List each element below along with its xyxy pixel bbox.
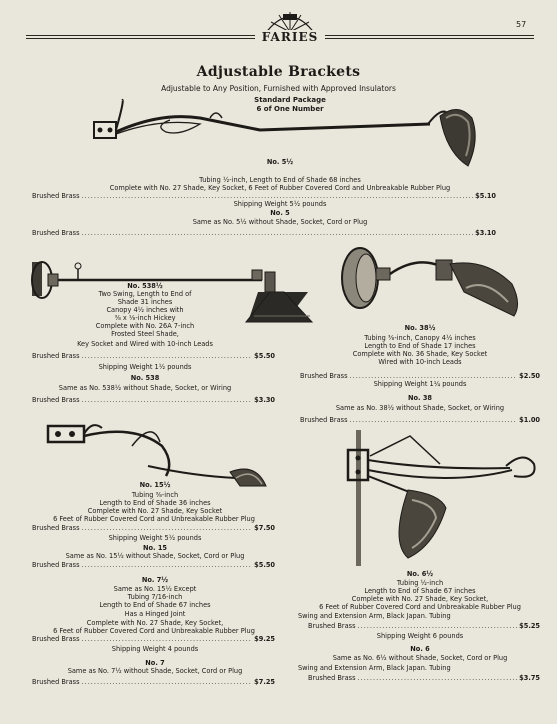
item-5-price-row [32, 229, 496, 237]
item-15-price-row [32, 561, 275, 569]
item-6-price-row [308, 674, 540, 682]
item-15-finish: Brushed Brass [32, 561, 80, 569]
item-7-5-number: No. 7½ [141, 576, 169, 584]
item-38-5-shipping: Shipping Weight 1¼ pounds [373, 380, 467, 388]
item-5-price: $3.10 [475, 229, 496, 237]
item-15-5-shipping: Shipping Weight 5½ pounds [108, 534, 202, 542]
item-38-number: No. 38 [407, 394, 433, 402]
item-5-number: No. 5 [270, 209, 290, 217]
item-7-5-price: $9.25 [254, 635, 275, 643]
item-538-5-line-6: Frosted Steel Shade, [111, 330, 179, 338]
item-6-5-price-row [308, 622, 540, 630]
item-7-price-row [32, 678, 275, 686]
item-38-price: $1.00 [519, 416, 540, 424]
item-38-5-price: $2.50 [519, 372, 540, 380]
item-7-5-line-2: Tubing 7/16-inch [127, 593, 183, 601]
header-rule-right-2 [322, 38, 534, 39]
item-6-price: $3.75 [519, 674, 540, 682]
item-38-5-price-row [300, 372, 540, 380]
item-5-5-price-row [32, 192, 496, 200]
item-538-5-line-5: Complete with No. 26A 7-inch [95, 322, 195, 330]
bracket-38-5-illustration [336, 244, 526, 324]
item-15-5-number: No. 15½ [139, 481, 171, 489]
item-7-5-finish: Brushed Brass [32, 635, 80, 643]
package-line-1: Standard Package [254, 96, 326, 104]
page-title: Adjustable Brackets [196, 64, 361, 80]
item-15-number: No. 15 [142, 544, 168, 552]
item-15-5-price: $7.50 [254, 524, 275, 532]
item-538-price: $3.30 [254, 396, 275, 404]
item-15-desc: Same as No. 15½ without Shade, Socket, Cord or Plug [65, 552, 245, 560]
item-38-5-line-2: Length to End of Shade 17 inches [364, 342, 476, 350]
item-7-5-line-1: Same as No. 15½ Except [113, 585, 197, 593]
item-538-5-number: No. 538½ [127, 282, 163, 290]
item-538-5-line-7: Key Socket and Wired with 10-inch Leads [77, 340, 213, 348]
item-5-5-finish: Brushed Brass [32, 192, 80, 200]
item-538-5-price-row [32, 352, 275, 360]
header-rule-left [26, 35, 258, 36]
item-15-5-price-row [32, 524, 275, 532]
item-538-5-line-1: Two Swing, Length to End of [98, 290, 192, 298]
item-38-finish: Brushed Brass [300, 416, 348, 424]
item-538-5-line-3: Canopy 4½ inches with [106, 306, 184, 314]
item-6-5-finish: Brushed Brass [308, 622, 356, 630]
item-5-desc: Same as No. 5½ without Shade, Socket, Cord or Plug [192, 218, 368, 226]
item-7-5-price-row [32, 635, 275, 643]
item-38-5-line-1: Tubing ⅜-inch, Canopy 4½ inches [364, 334, 476, 342]
item-15-5-finish: Brushed Brass [32, 524, 80, 532]
bracket-6-5-illustration [300, 430, 550, 566]
item-5-finish: Brushed Brass [32, 229, 80, 237]
item-7-5-line-4: Has a Hinged Joint [124, 610, 186, 618]
logo-text: FARIES [255, 30, 325, 44]
item-7-number: No. 7 [145, 659, 165, 667]
item-6-5-line-4: 6 Feet of Rubber Covered Cord and Unbreakable Rubber Plug [319, 603, 521, 611]
item-7-price: $7.25 [254, 678, 275, 686]
item-6-5-price: $5.25 [519, 622, 540, 630]
item-5-5-price: $5.10 [475, 192, 496, 200]
item-6-5-finish-line-1: Swing and Extension Arm, Black Japan. Tubing [298, 612, 451, 620]
item-38-5-number: No. 38½ [404, 324, 436, 332]
item-7-5-line-5: Complete with No. 27 Shade, Key Socket, [86, 619, 224, 627]
item-538-price-row [32, 396, 275, 404]
package-line-2: 6 of One Number [256, 105, 324, 113]
item-5-5-shipping: Shipping Weight 5½ pounds [233, 200, 327, 208]
item-538-desc: Same as No. 538½ without Shade, Socket, or Wiring [58, 384, 232, 392]
item-6-5-line-2: Length to End of Shade 67 inches [364, 587, 476, 595]
item-38-desc: Same as No. 38½ without Shade, Socket, or Wiring [335, 404, 505, 412]
item-538-5-line-4: ⅜ x ⅛-inch Hickey [114, 314, 176, 322]
item-7-5-shipping: Shipping Weight 4 pounds [111, 645, 199, 653]
item-6-finish: Brushed Brass [308, 674, 356, 682]
item-38-price-row [300, 416, 540, 424]
page-subtitle: Adjustable to Any Position, Furnished with Approved Insulators [161, 84, 396, 93]
item-15-price: $5.50 [254, 561, 275, 569]
item-538-5-line-2: Shade 31 inches [117, 298, 173, 306]
item-7-desc: Same as No. 7½ without Shade, Socket, Cord or Plug [67, 667, 243, 675]
item-538-5-finish: Brushed Brass [32, 352, 80, 360]
item-538-finish: Brushed Brass [32, 396, 80, 404]
item-6-finish-line-1: Swing and Extension Arm, Black Japan. Tubing [298, 664, 451, 672]
header-rule-right [322, 35, 534, 36]
item-5-5-number: No. 5½ [266, 158, 294, 166]
item-5-5-line-1: Tubing ½-inch, Length to End of Shade 68 inches [199, 176, 361, 184]
brand-logo [255, 6, 325, 44]
item-7-5-line-3: Length to End of Shade 67 inches [99, 601, 211, 609]
item-7-5-line-6: 6 Feet of Rubber Covered Cord and Unbreakable Rubber Plug [53, 627, 255, 635]
header-rule-left-2 [26, 38, 258, 39]
item-15-5-line-2: Length to End of Shade 36 inches [99, 499, 211, 507]
item-6-5-line-3: Complete with No. 27 Shade, Key Socket, [351, 595, 489, 603]
item-38-5-line-4: Wired with 10-inch Leads [378, 358, 462, 366]
item-6-5-line-1: Tubing ½-inch [396, 579, 444, 587]
item-538-5-shipping: Shipping Weight 1½ pounds [98, 363, 192, 371]
item-6-5-shipping: Shipping Weight 6 pounds [376, 632, 464, 640]
item-538-number: No. 538 [130, 374, 160, 382]
page-number: 57 [516, 20, 527, 29]
item-38-5-line-3: Complete with No. 36 Shade, Key Socket [352, 350, 488, 358]
item-15-5-line-3: Complete with No. 27 Shade, Key Socket [87, 507, 223, 515]
item-6-5-number: No. 6½ [406, 570, 434, 578]
item-538-5-price: $5.50 [254, 352, 275, 360]
item-5-5-line-2: Complete with No. 27 Shade, Key Socket, 6 Feet of Rubber Covered Cord and Unbreakable Rubber Plug [109, 184, 451, 192]
item-6-desc: Same as No. 6½ without Shade, Socket, Cord or Plug [332, 654, 508, 662]
item-6-number: No. 6 [410, 645, 430, 653]
item-38-5-finish: Brushed Brass [300, 372, 348, 380]
item-7-finish: Brushed Brass [32, 678, 80, 686]
item-15-5-line-1: Tubing ⅜-inch [131, 491, 179, 499]
item-15-5-line-4: 6 Feet of Rubber Covered Cord and Unbreakable Rubber Plug [53, 515, 255, 523]
